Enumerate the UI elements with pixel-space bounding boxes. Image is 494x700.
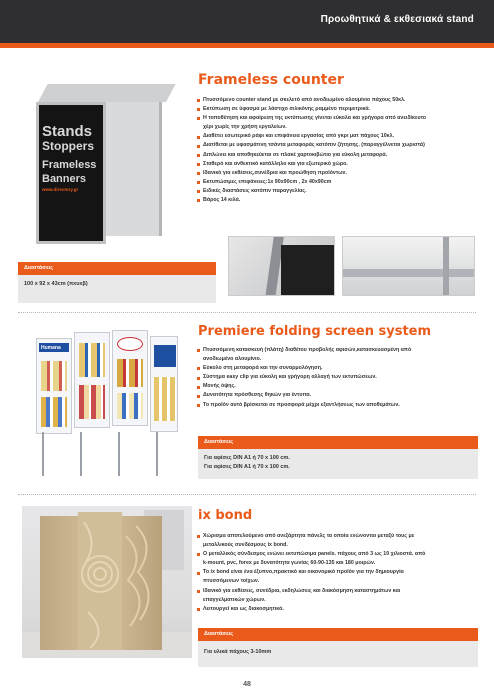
ix-bond-features <box>197 532 481 614</box>
dimensions-box <box>18 275 216 303</box>
dimensions-label: Διαστάσεις <box>198 436 478 449</box>
feature-item: επαγγελματικών χώρων. <box>203 596 266 603</box>
panel-board <box>40 516 78 650</box>
folding-screen-image <box>30 326 180 478</box>
screen-panel <box>150 336 178 432</box>
section-title-folding-screen: Premiere folding screen system <box>198 324 432 339</box>
counter-print-url: www.directory.gr <box>42 187 79 192</box>
counter-side-panel <box>106 92 162 236</box>
feature-item: Μονής όψης. <box>197 382 481 391</box>
feature-item: Σταθερό και ανθεκτικό κατάλληλο και για εξωτερικό χώρο. <box>197 160 481 169</box>
feature-item: Εκτυπώσιμες επιφάνειες:1x 90x90cm , 2x 40x90cm <box>197 178 481 187</box>
counter-top <box>38 84 176 102</box>
dimensions-label: Διαστάσεις <box>18 262 216 275</box>
counter-shelf-photo <box>342 236 475 296</box>
header-title: Προωθητικά & εκθεσιακά stand <box>320 14 474 25</box>
feature-item: k-mount, pvc, forex με δυνατότητα γωνίας 60-90-135 και 180 μοιρών. <box>203 560 376 567</box>
page-number: 48 <box>243 681 251 688</box>
feature-item: Σύστημα easy clip για εύκολη και γρήγορη αλλαγή των εκτυπώσεων. <box>197 373 481 382</box>
dimensions-box <box>198 449 478 479</box>
feature-item: Εκτύπωση σε ύφασμα με λάστιχο σιλικόνης ραμμένο περιμετρικά. <box>197 105 481 114</box>
feature-item: Βάρος 14 κιλά. <box>197 196 481 205</box>
feature-item: Εύκολο στη μεταφορά και την συναρμολόγηση. <box>197 364 481 373</box>
header-accent-stripe <box>0 43 494 48</box>
feature-item: Η τοποθέτηση και αφαίρεση της εκτύπωσης γίνεται εύκολα και γρήγορα από ανειδίκευτο <box>197 114 481 123</box>
feature-item: Ιδανικό για εκθέσεις,συνέδρια και προώθηση προϊόντων. <box>197 169 481 178</box>
feature-item: Πτυσσόμενη κατασκευή (πλάτη) διαθέτου προβολής αφισών,κατασκευασμένη από <box>197 346 481 355</box>
counter-print-text: Frameless <box>42 159 97 171</box>
feature-item: Διατίθεται με υφασμάτινη τσάντα μεταφοράς κατόπιν ζήτησης. (παραγγέλνεται χωριστά) <box>197 141 481 150</box>
counter-print-text: Stands <box>42 123 93 140</box>
feature-item: πτυσσόμενων τοίχων. <box>203 578 260 585</box>
feature-item: ανοδιωμένο αλουμίνιο. <box>203 356 262 363</box>
screen-panel <box>36 338 72 434</box>
dimensions-box <box>198 641 478 667</box>
panel-board <box>78 512 122 650</box>
dimensions-value: Για υλικά πάχους 3-10mm <box>204 649 272 655</box>
feature-item: Δυνατότητα πρόσθεσης θηκών για έντυπα. <box>197 391 481 400</box>
spiral-pattern-icon <box>78 512 122 650</box>
counter-print-text: Banners <box>42 173 87 185</box>
feature-item: Ιδανικό για εκθέσεις, συνέδρια, εκδηλώσεις και διακόσμηση καταστημάτων και <box>197 587 481 596</box>
page-header <box>0 0 494 48</box>
feature-item: Διαθέτει εσωτερικό ράφι και επιφάνεια εργασίας από γκρι ματ πάχους 10κλ. <box>197 132 481 141</box>
dimensions-value: Για αφίσες DIN A1 ή 70 x 100 cm. <box>204 455 290 461</box>
panel-board <box>122 516 162 650</box>
feature-item: μεταλλικούς συνδέσμους ix bond. <box>203 542 288 549</box>
section-title-frameless-counter: Frameless counter <box>198 72 344 88</box>
dimensions-value: 100 x 92 x 43cm (πxυxβ) <box>24 281 88 287</box>
feature-item: Ειδικές διαστάσεις κατόπιν παραγγελίας. <box>197 187 481 196</box>
dimensions-label: Διαστάσεις <box>198 628 478 641</box>
feature-item: Ο μεταλλικός σύνδεσμος ενώνει εκτυπώσιμα panels. πάχους από 3 ως 10 χιλιοστά. από <box>197 550 481 559</box>
feature-item: Διπλώνει και αποθηκεύεται σε πλακέ χαρτοκιβώτιο για εύκολη μεταφορά. <box>197 151 481 160</box>
feature-item: Λειτουργεί και ως διακοσμητικό. <box>197 605 481 614</box>
feature-item: Το ix bond είναι ένα έξυπνο,πρακτικό και οικονομικό προϊόν για την δημιουργία <box>197 568 481 577</box>
feature-item: Χώρισμα αποτελούμενο από ανεξάρτητα πάνελς τα οποία ενώνονται μεταξύ τους με <box>197 532 481 541</box>
ix-bond-image <box>22 506 192 658</box>
section-title-ix-bond: ix bond <box>198 508 253 523</box>
folding-screen-features <box>197 346 481 410</box>
feature-item: χέρι χωρίς την χρήση εργαλείων. <box>203 124 287 131</box>
screen-panel <box>74 332 110 428</box>
frameless-counter-features <box>197 96 481 205</box>
frameless-counter-image <box>28 84 168 246</box>
panel-brand-logo: Humana <box>39 343 69 352</box>
screen-panel <box>112 330 148 426</box>
dimensions-value: Για αφίσες DIN A1 ή 70 x 100 cm. <box>204 464 290 470</box>
counter-detail-photo <box>228 236 335 296</box>
feature-item: Πτυσσόμενο counter stand με σκελετό από ανοδιωμένο αλουμίνιο πάχους 50κλ. <box>197 96 481 105</box>
section-divider <box>18 494 476 495</box>
feature-item: Το προϊόν αυτό βρίσκεται σε προσφορά μέχρι εξαντλήσεως των αποθεμάτων. <box>197 401 481 410</box>
section-divider <box>18 312 476 313</box>
counter-print-text: Stoppers <box>42 139 95 153</box>
